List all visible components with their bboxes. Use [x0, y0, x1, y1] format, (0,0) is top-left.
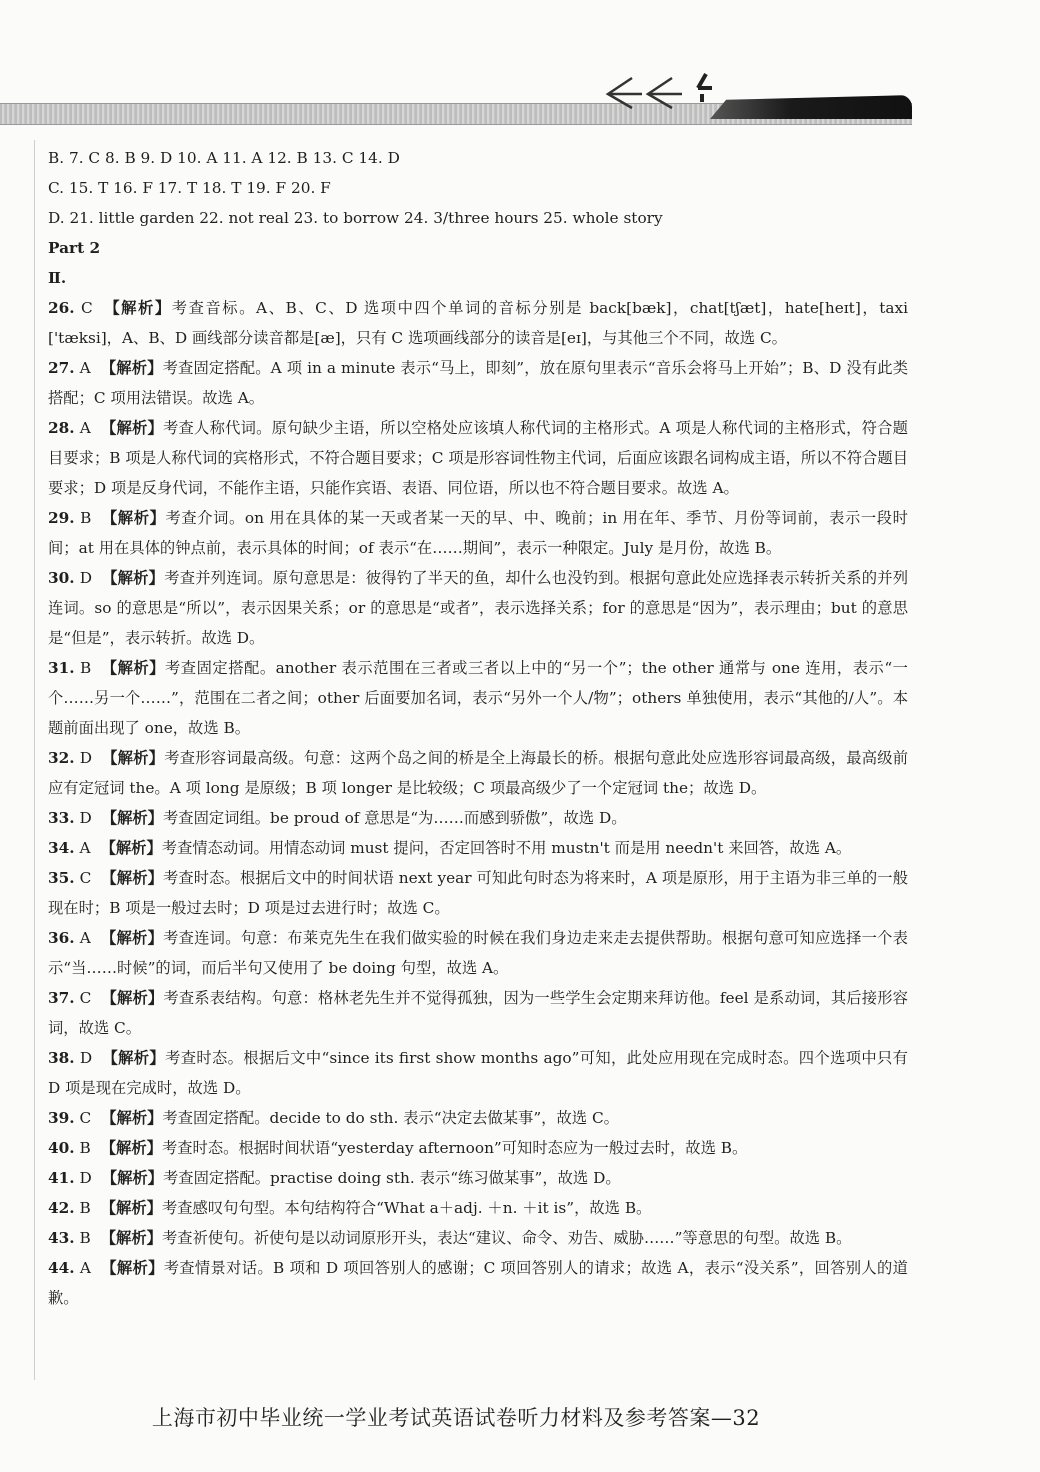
analysis-text: 考查祈使句。祈使句是以动词原形开头，表达“建议、命令、劝告、威胁……”等意思的句型。故选 B。: [161, 1229, 852, 1247]
question-item: [48, 1253, 908, 1313]
answers-section-c: C. 15. T 16. F 17. T 18. T 19. F 20. F: [48, 179, 331, 197]
question-answer: B: [79, 1229, 91, 1247]
question-number: 41.: [48, 1169, 75, 1187]
question-answer: C: [79, 989, 92, 1007]
analysis-tag: 【解析】: [101, 569, 165, 587]
question-answer: D: [79, 569, 92, 587]
answer-content: [48, 143, 908, 1313]
question-answer: B: [79, 1139, 91, 1157]
question-answer: A: [79, 359, 91, 377]
analysis-tag: 【解析】: [101, 809, 163, 827]
question-item: [48, 653, 908, 743]
question-answer: A: [79, 929, 91, 947]
question-item: [48, 503, 908, 563]
analysis-text: 考查音标。A、B、C、D 选项中四个单词的音标分别是 back[bæk]，chat[tʃæt]，hate[heɪt]，taxi ['tæksi]，A、B、D 画线部分读音都是[æ]，只有 C 选项画线部分的读音是[eɪ]，与其他三个不同，故选 C。: [48, 299, 908, 347]
analysis-text: 考查固定搭配。decide to do sth. 表示“决定去做某事”，故选 C。: [162, 1109, 619, 1127]
analysis-tag: 【解析】: [102, 299, 172, 317]
question-item: [48, 293, 908, 353]
analysis-tag: 【解析】: [101, 659, 165, 677]
analysis-text: 考查时态。根据后文中“since its first show months ago”可知，此处应用现在完成时态。四个选项中只有 D 项是现在完成时，故选 D。: [48, 1049, 908, 1097]
back-arrows-icon: [602, 70, 732, 110]
analysis-text: 考查情态动词。用情态动词 must 提问，否定回答时不用 mustn't 而是用 needn't 来回答，故选 A。: [161, 839, 852, 857]
part-title: Part 2: [48, 239, 101, 257]
question-answer: C: [79, 869, 92, 887]
question-answer: A: [79, 419, 91, 437]
question-item: [48, 863, 908, 923]
analysis-text: 考查固定搭配。practise doing sth. 表示“练习做某事”，故选 D。: [162, 1169, 621, 1187]
question-item: [48, 1163, 908, 1193]
question-answer: B: [79, 1199, 91, 1217]
analysis-tag: 【解析】: [100, 839, 162, 857]
analysis-tag: 【解析】: [101, 509, 166, 527]
question-number: 29.: [48, 509, 75, 527]
question-answer: A: [79, 1259, 91, 1277]
analysis-text: 考查固定词组。be proud of 意思是“为……而感到骄傲”，故选 D。: [162, 809, 627, 827]
question-number: 38.: [48, 1049, 75, 1067]
question-item: [48, 743, 908, 803]
question-number: 28.: [48, 419, 75, 437]
question-item: [48, 1223, 908, 1253]
analysis-text: 考查系表结构。句意：格林老先生并不觉得孤独，因为一些学生会定期来拜访他。feel 是系动词，其后接形容词，故选 C。: [48, 989, 908, 1037]
analysis-tag: 【解析】: [100, 1139, 162, 1157]
question-number: 43.: [48, 1229, 75, 1247]
page-footer: 上海市初中毕业统一学业考试英语试卷听力材料及参考答案—32: [151, 1406, 761, 1430]
analysis-tag: 【解析】: [100, 1229, 162, 1247]
analysis-text: 考查感叹句句型。本句结构符合“What a＋adj. ＋n. ＋it is”，故选 B。: [161, 1199, 652, 1217]
question-answer: D: [79, 809, 92, 827]
question-answer: C: [79, 1109, 92, 1127]
analysis-tag: 【解析】: [101, 1109, 163, 1127]
question-number: 42.: [48, 1199, 75, 1217]
analysis-text: 考查时态。根据后文中的时间状语 next year 可知此句时态为将来时，A 项是原形，用于主语为非三单的一般现在时；B 项是一般过去时；D 项是过去进行时；故选 C。: [48, 869, 908, 917]
analysis-text: 考查固定搭配。another 表示范围在三者或三者以上中的“另一个”；the other 通常与 one 连用，表示“一个……另一个……”，范围在二者之间；other 后面要加名词，表示“另外一个人/物”；others 单独使用，表示“其他的/人”。本题前面出现了 one，故选 B。: [48, 659, 908, 737]
question-item: [48, 803, 908, 833]
question-number: 30.: [48, 569, 75, 587]
analysis-tag: 【解析】: [100, 1199, 162, 1217]
question-answer: C: [81, 299, 93, 317]
question-number: 36.: [48, 929, 75, 947]
question-number: 32.: [48, 749, 75, 767]
header-dark-stripe: [710, 95, 912, 119]
question-answer: D: [79, 749, 92, 767]
analysis-text: 考查介词。on 用在具体的某一天或者某一天的早、中、晚前；in 用在年、季节、月份等词前，表示一段时间；at 用在具体的钟点前，表示具体的时间；of 表示“在……期间”，表示一种限定。July 是月份，故选 B。: [48, 509, 908, 557]
question-answer: D: [79, 1049, 93, 1067]
analysis-tag: 【解析】: [102, 1049, 166, 1067]
question-item: [48, 1133, 908, 1163]
answers-section-b: B. 7. C 8. B 9. D 10. A 11. A 12. B 13. C 14. D: [48, 149, 400, 167]
question-item: [48, 1103, 908, 1133]
question-answer: D: [79, 1169, 92, 1187]
analysis-text: 考查并列连词。原句意思是：彼得钓了半天的鱼，却什么也没钓到。根据句意此处应选择表示转折关系的并列连词。so 的意思是“所以”，表示因果关系；or 的意思是“或者”，表示选择关系；for 的意思是“因为”，表示理由；but 的意思是“但是”，表示转折。故选 D。: [48, 569, 908, 647]
analysis-text: 考查情景对话。B 项和 D 项回答别人的感谢；C 项回答别人的请求；故选 A，表示“没关系”，回答别人的道歉。: [48, 1259, 908, 1307]
question-number: 37.: [48, 989, 75, 1007]
question-item: [48, 1043, 908, 1103]
question-number: 33.: [48, 809, 75, 827]
question-answer: B: [80, 659, 92, 677]
analysis-text: 考查连词。句意：布莱克先生在我们做实验的时候在我们身边走来走去提供帮助。根据句意可知应选择一个表示“当……时候”的词，而后半句又使用了 be doing 句型，故选 A。: [48, 929, 908, 977]
question-answer: A: [79, 839, 91, 857]
analysis-text: 考查时态。根据时间状语“yesterday afternoon”可知时态应为一般过去时，故选 B。: [161, 1139, 748, 1157]
section-numeral: Ⅱ.: [48, 269, 67, 287]
analysis-text: 考查固定搭配。A 项 in a minute 表示“马上，即刻”，放在原句里表示“音乐会将马上开始”；B、D 没有此类搭配；C 项用法错误。故选 A。: [48, 359, 908, 407]
analysis-tag: 【解析】: [101, 749, 165, 767]
question-number: 31.: [48, 659, 75, 677]
margin-line: [34, 140, 35, 1380]
question-item: [48, 983, 908, 1043]
question-item: [48, 563, 908, 653]
analysis-tag: 【解析】: [100, 359, 163, 377]
question-item: [48, 923, 908, 983]
question-list: [48, 293, 908, 1313]
question-number: 40.: [48, 1139, 75, 1157]
analysis-text: 考查人称代词。原句缺少主语，所以空格处应该填人称代词的主格形式。A 项是人称代词的主格形式，符合题目要求；B 项是人称代词的宾格形式，不符合题目要求；C 项是形容词性物主代词，后面应该跟名词构成主语，所以不符合题目要求；D 项是反身代词，不能作主语，只能作宾语、表语、同位语，所以也不符合题目要求。故选 A。: [48, 419, 908, 497]
analysis-tag: 【解析】: [101, 1169, 163, 1187]
answers-section-d: D. 21. little garden 22. not real 23. to borrow 24. 3/three hours 25. whole story: [48, 209, 663, 227]
question-number: 35.: [48, 869, 75, 887]
analysis-tag: 【解析】: [100, 419, 164, 437]
analysis-tag: 【解析】: [101, 989, 164, 1007]
question-answer: B: [80, 509, 92, 527]
question-number: 26.: [48, 299, 75, 317]
analysis-tag: 【解析】: [101, 869, 163, 887]
question-item: [48, 833, 908, 863]
analysis-text: 考查形容词最高级。句意：这两个岛之间的桥是全上海最长的桥。根据句意此处应选形容词最高级，最高级前应有定冠词 the。A 项 long 是原级；B 项 longer 是比较级；C 项最高级少了一个定冠词 the；故选 D。: [48, 749, 908, 797]
question-item: [48, 1193, 908, 1223]
question-number: 39.: [48, 1109, 75, 1127]
question-item: [48, 353, 908, 413]
question-number: 34.: [48, 839, 75, 857]
question-number: 27.: [48, 359, 75, 377]
analysis-tag: 【解析】: [100, 1259, 164, 1277]
analysis-tag: 【解析】: [100, 929, 164, 947]
question-item: [48, 413, 908, 503]
question-number: 44.: [48, 1259, 75, 1277]
